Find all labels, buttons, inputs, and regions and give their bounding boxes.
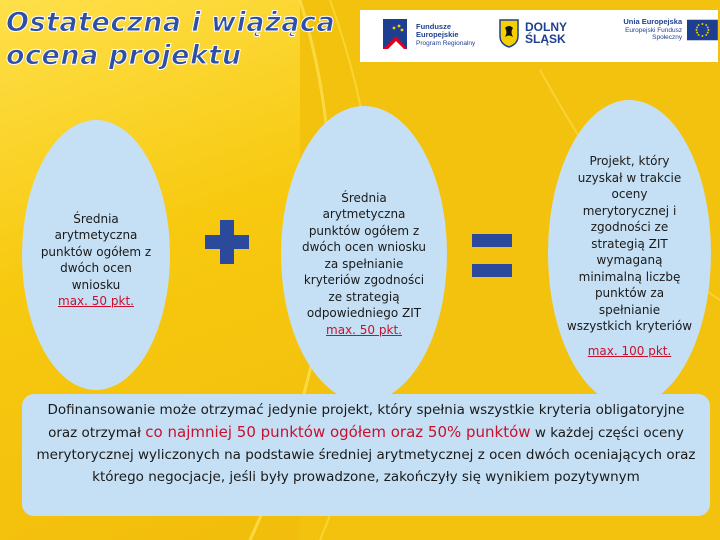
logo-unia-europejska (602, 18, 718, 42)
eu-line-1: Unia Europejska (623, 17, 683, 27)
plus-icon (205, 220, 249, 264)
info-part-2: w każdej części oceny merytorycznej wyliczonych na podstawie średniej arytmetycznej z ocen dwóch oceniających oraz którego negocjacje, jeśli były prowadzone, zakończyły się wynikiem pozytywnym (36, 425, 696, 485)
ds-line-2: ŚLĄSK (525, 32, 566, 46)
logo-bar (360, 10, 718, 62)
fe-line-1: Fundusze (416, 21, 451, 31)
title-line-1: Ostateczna i wiążąca (6, 7, 336, 38)
eu-flag-icon (687, 18, 718, 42)
title-line-2: ocena projektu (6, 40, 242, 71)
oval-average-general (22, 120, 170, 390)
ds-line-1: DOLNY (525, 20, 567, 34)
oval-c-text: Projekt, który uzyskał w trakcie oceny merytorycznej i zgodności ze strategią ZIT wymaganą minimalną liczbę punktów za spełnianie wszystkich kryteriów (566, 154, 693, 333)
fe-line-2: Europejskie (416, 30, 459, 40)
info-part-1: Dofinansowanie może otrzymać jedynie projekt, który spełnia wszystkie kryteria obligatoryjne oraz otrzymał (47, 402, 685, 441)
equals-icon (472, 232, 512, 278)
oval-average-zit (281, 106, 447, 402)
fe-flag-icon (382, 18, 412, 52)
info-box (22, 394, 710, 516)
oval-a-max: max. 50 pkt. (58, 294, 134, 308)
logo-fundusze-europejskie (382, 18, 475, 52)
oval-c-max: max. 100 pkt. (587, 343, 672, 358)
oval-a-text: Średnia arytmetyczna punktów ogółem z dwóch ocen wniosku (40, 211, 152, 292)
info-highlight: co najmniej 50 punktów ogółem oraz 50% punktów (145, 423, 531, 441)
fe-line-3: Program Regionalny (416, 39, 476, 47)
page-title (6, 6, 335, 72)
eu-line-2: Europejski Fundusz Społeczny (625, 26, 683, 42)
coat-of-arms-icon (498, 18, 520, 48)
oval-result (548, 100, 711, 406)
oval-b-text: Średnia arytmetyczna punktów ogółem z dwóch ocen wniosku za spełnianie kryteriów zgodności ze strategią odpowiedniego ZIT (301, 190, 427, 321)
oval-b-max: max. 50 pkt. (326, 322, 402, 337)
logo-dolny-slask (498, 18, 567, 48)
